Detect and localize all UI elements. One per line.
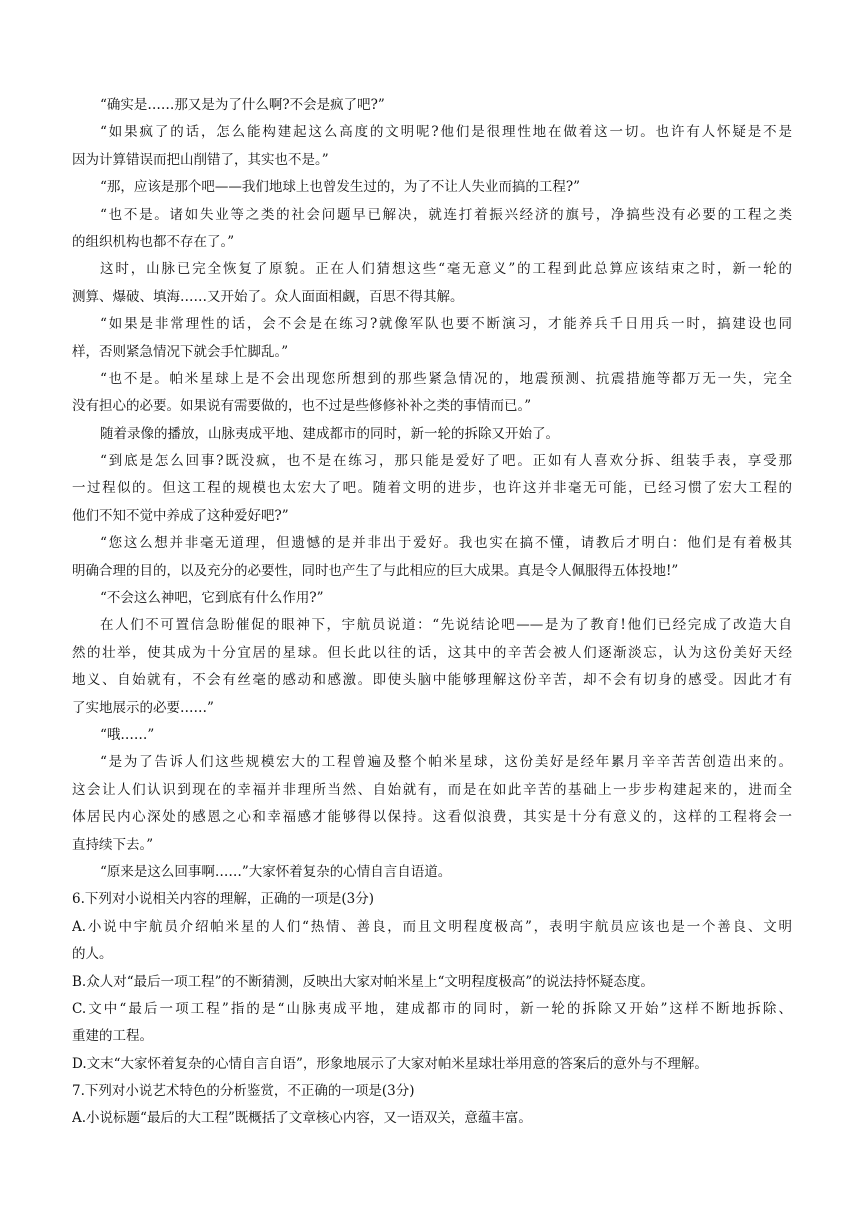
paragraph-line: 没有担心的必要。如果说有需要做的，也不过是些修修补补之类的事情而已。” [72,398,532,415]
question-6-stem: 6.下列对小说相关内容的理解，正确的一项是(3分) [72,891,375,908]
paragraph-line: 一过程似的。但这工程的规模也太宏大了吧。随着文明的进步，也许这并非毫无可能，已经习惯了宏大工程的 [72,480,792,497]
question-6-option-a: A.小说中宇航员介绍帕米星的人们“热情、善良，而且文明程度极高”，表明宇航员应该也是一个善良、文明 [72,918,792,935]
paragraph-line: 了实地展示的必要……” [72,699,214,716]
paragraph-line: “那，应该是那个吧——我们地球上也曾发生过的，为了不让人失业而搞的工程?” [100,179,581,196]
paragraph-line: 随着录像的播放，山脉夷成平地、建成都市的同时，新一轮的拆除又开始了。 [100,425,559,442]
paragraph-line: 然的壮举，使其成为十分宜居的星球。但长此以往的话，这其中的辛苦会被人们逐渐淡忘，认为这份美好天经 [72,644,792,661]
question-7-option-a: A.小说标题“最后的大工程”既概括了文章核心内容，又一语双关，意蕴丰富。 [72,1110,532,1127]
paragraph-line: “如果是非常理性的话，会不会是在练习?就像军队也要不断演习，才能养兵千日用兵一时，搞建设也同 [100,316,792,333]
paragraph-line: 的组织机构也都不存在了。” [72,233,235,250]
paragraph-line: 他们不知不觉中养成了这种爱好吧?” [72,507,289,524]
question-7-stem: 7.下列对小说艺术特色的分析鉴赏，不正确的一项是(3分) [72,1083,415,1100]
paragraph-line: “也不是。帕米星球上是不会出现您所想到的那些紧急情况的，地震预测、抗震措施等都万无一失，完全 [100,370,792,387]
question-6-option-d: D.文末“大家怀着复杂的心情自言自语”，形象地展示了大家对帕米星球壮举用意的答案后的意外与不理解。 [72,1055,708,1072]
paragraph-line: “哦……” [100,726,155,743]
paragraph-line: “是为了告诉人们这些规模宏大的工程曾遍及整个帕米星球，这份美好是经年累月辛辛苦苦创造出来的。 [100,754,792,771]
paragraph-line: 这时，山脉已完全恢复了原貌。正在人们猜想这些“毫无意义”的工程到此总算应该结束之时，新一轮的 [100,261,792,278]
question-6-option-c-cont: 重建的工程。 [72,1028,153,1045]
paragraph-line: “到底是怎么回事?既没疯，也不是在练习，那只能是爱好了吧。正如有人喜欢分拆、组装手表，享受那 [100,453,792,470]
paragraph-line: 样，否则紧急情况下就会手忙脚乱。” [72,343,289,360]
question-6-option-c: C.文中“最后一项工程”指的是“山脉夷成平地，建成都市的同时，新一轮的拆除又开始”这样不断地拆除、 [72,1000,792,1017]
paragraph-line: 明确合理的目的，以及充分的必要性，同时也产生了与此相应的巨大成果。真是令人佩服得五体投地!” [72,562,679,579]
paragraph-line: 在人们不可置信急盼催促的眼神下，宇航员说道：“先说结论吧——是为了教育!他们已经完成了改造大自 [100,617,792,634]
paragraph-line: 因为计算错误而把山削错了，其实也不是。” [72,151,329,168]
paragraph-line: 测算、爆破、填海……又开始了。众人面面相觑，百思不得其解。 [72,288,464,305]
paragraph-line: 体居民内心深处的感恩之心和幸福感才能够得以保持。这看似浪费，其实是十分有意义的，这样的工程将会一 [72,809,792,826]
paragraph-line: “不会这么神吧，它到底有什么作用?” [100,590,324,607]
document-page [72,92,792,1133]
paragraph-line: 这会让人们认识到现在的幸福并非理所当然、自始就有，而是在如此辛苦的基础上一步步构建起来的，进而全 [72,781,792,798]
paragraph-line: 直持续下去。” [72,836,154,853]
paragraph-line: “也不是。诸如失业等之类的社会问题早已解决，就连打着振兴经济的旗号，净搞些没有必要的工程之类 [100,206,792,223]
paragraph-line: “如果疯了的话，怎么能构建起这么高度的文明呢?他们是很理性地在做着这一切。也许有人怀疑是不是 [100,124,792,141]
question-6-option-a-cont: 的人。 [72,946,113,963]
paragraph-line: “确实是……那又是为了什么啊?不会是疯了吧?” [100,97,385,113]
paragraph-line: 地义、自始就有，不会有丝毫的感动和感激。即使头脑中能够理解这份辛苦，却不会有切身的感受。因此才有 [72,672,792,689]
paragraph-line: “您这么想并非毫无道理，但遗憾的是并非出于爱好。我也实在搞不懂，请教后才明白：他们是有着极其 [100,535,792,552]
paragraph-line: “原来是这么回事啊……”大家怀着复杂的心情自言自语道。 [100,863,452,880]
question-6-option-b: B.众人对“最后一项工程”的不断猜测，反映出大家对帕米星上“文明程度极高”的说法持怀疑态度。 [72,973,654,990]
